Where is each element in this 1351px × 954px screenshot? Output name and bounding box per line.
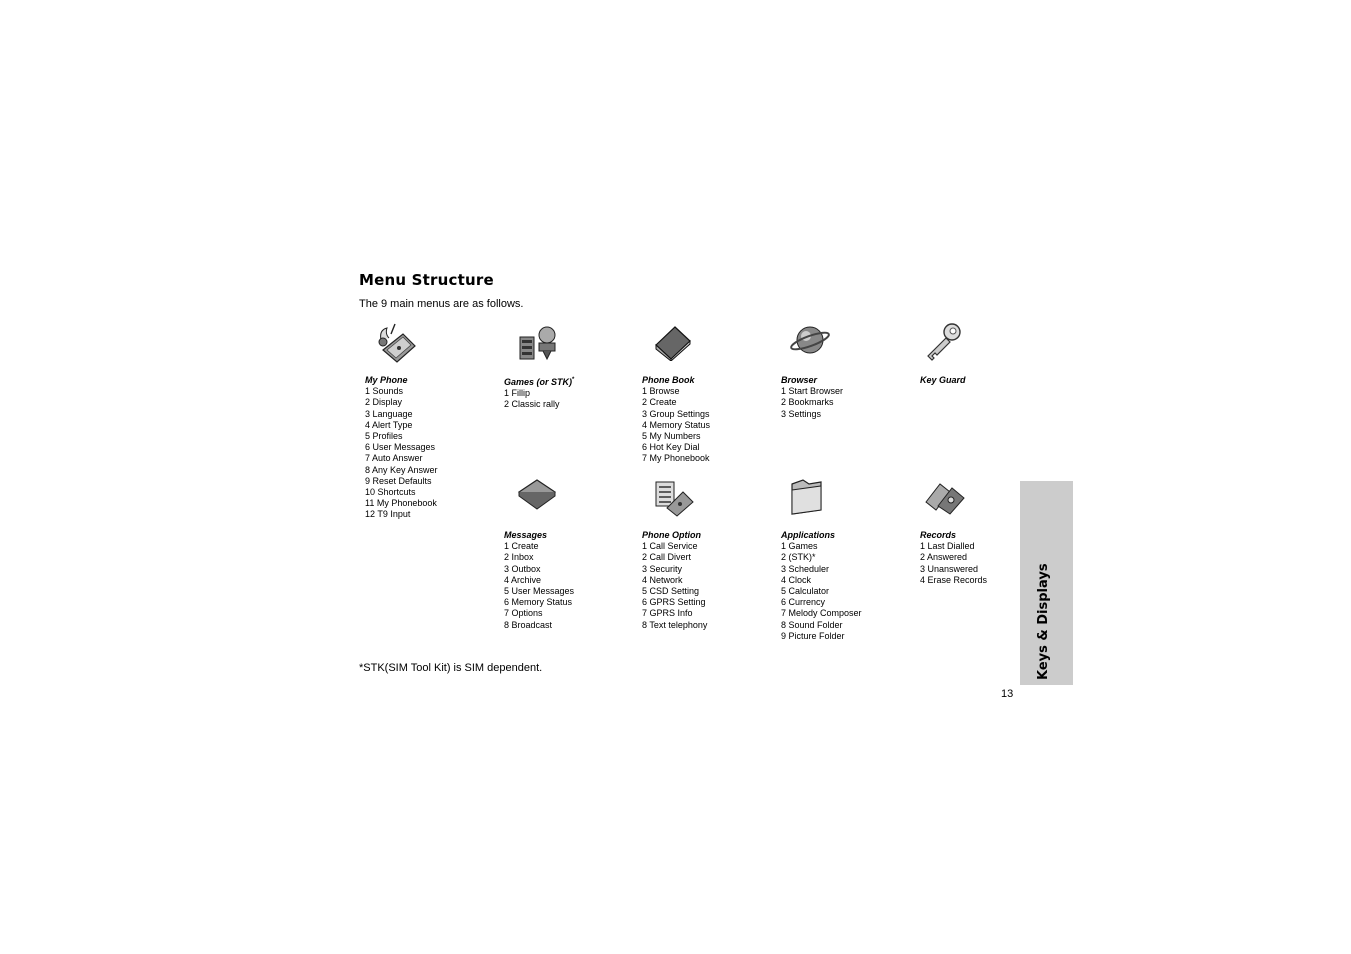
menu-item: 1 Last Dialled: [920, 541, 975, 552]
menu-item: 7 Options: [504, 608, 543, 619]
phone-book-icon: [653, 323, 693, 361]
menu-item: 5 User Messages: [504, 586, 575, 597]
records-icon: [922, 478, 968, 516]
menu-item: 2 Inbox: [504, 552, 534, 563]
my-phone-icon: [375, 322, 421, 364]
browser-icon: [789, 322, 831, 360]
intro-text: The 9 main menus are as follows.: [359, 298, 524, 310]
menu-title: My Phone: [365, 375, 408, 385]
page-number: 13: [1001, 688, 1014, 700]
menu-title: Games (or STK)*: [504, 377, 575, 387]
menu-item: 8 Sound Folder: [781, 619, 843, 630]
key-guard-icon: [922, 322, 964, 362]
menu-item-list: [781, 541, 911, 642]
menu-item: 5 CSD Setting: [642, 586, 700, 597]
menu-item: 2 (STK)*: [781, 552, 816, 563]
menu-item: 2 Classic rally: [504, 399, 560, 410]
menu-item: 1 Fillip: [504, 388, 531, 399]
menu-item: 6 Currency: [781, 597, 826, 608]
menu-my-phone: [365, 375, 495, 521]
section-side-tab-label: Keys & Displays: [1036, 563, 1051, 680]
menu-browser: [781, 375, 911, 420]
menu-item: 7 GPRS Info: [642, 608, 693, 619]
menu-item: 2 Call Divert: [642, 552, 692, 563]
menu-item: 9 Reset Defaults: [365, 475, 432, 486]
menu-item: 4 Clock: [781, 574, 812, 585]
menu-item-list: [781, 386, 911, 420]
menu-item: 10 Shortcuts: [365, 487, 416, 498]
menu-item: 11 My Phonebook: [365, 498, 437, 509]
menu-messages: [504, 530, 634, 631]
menu-item: 1 Start Browser: [781, 386, 844, 397]
menu-item: 3 Settings: [781, 408, 822, 419]
menu-item: 4 Alert Type: [365, 419, 413, 430]
games-icon: [517, 323, 561, 363]
phone-option-icon: [653, 478, 695, 518]
menu-key-guard: [920, 375, 1050, 386]
messages-icon: [517, 478, 557, 510]
menu-item: 6 User Messages: [365, 442, 436, 453]
menu-title: Key Guard: [920, 375, 966, 385]
menu-item: 7 Melody Composer: [781, 608, 862, 619]
menu-item: 3 Security: [642, 563, 683, 574]
menu-item: 5 Profiles: [365, 431, 403, 442]
menu-item: 2 Answered: [920, 552, 968, 563]
menu-item: 4 Erase Records: [920, 574, 988, 585]
menu-title: Browser: [781, 375, 818, 385]
menu-item: 5 My Numbers: [642, 431, 701, 442]
menu-item-list: [504, 388, 634, 410]
menu-item-list: [365, 386, 495, 520]
menu-title: Phone Option: [642, 530, 701, 540]
menu-item: 4 Network: [642, 574, 683, 585]
menu-item: 1 Browse: [642, 386, 680, 397]
menu-title: Applications: [781, 530, 836, 540]
menu-item: 8 Broadcast: [504, 619, 553, 630]
menu-item: 3 Group Settings: [642, 408, 710, 419]
menu-phone-option: [642, 530, 772, 631]
menu-item: 8 Text telephony: [642, 619, 708, 630]
menu-item: 7 Auto Answer: [365, 453, 423, 464]
menu-item: 1 Games: [781, 541, 818, 552]
menu-phone-book: [642, 375, 772, 465]
applications-icon: [789, 478, 825, 516]
menu-item: 1 Call Service: [642, 541, 698, 552]
menu-item: 6 Hot Key Dial: [642, 442, 700, 453]
menu-title: Messages: [504, 530, 548, 540]
menu-item: 1 Create: [504, 541, 539, 552]
menu-item: 4 Archive: [504, 574, 542, 585]
menu-item: 3 Language: [365, 408, 413, 419]
menu-title: Records: [920, 530, 957, 540]
menu-item: 4 Memory Status: [642, 419, 711, 430]
menu-item: 6 GPRS Setting: [642, 597, 706, 608]
menu-item: 3 Outbox: [504, 563, 541, 574]
menu-item: 12 T9 Input: [365, 509, 411, 520]
menu-item: 5 Calculator: [781, 586, 830, 597]
menu-games: [504, 375, 634, 411]
menu-item: 3 Unanswered: [920, 563, 979, 574]
menu-applications: [781, 530, 911, 642]
menu-item: 6 Memory Status: [504, 597, 573, 608]
menu-item: 3 Scheduler: [781, 563, 830, 574]
menu-item: 8 Any Key Answer: [365, 464, 438, 475]
page-title: Menu Structure: [359, 271, 494, 289]
menu-item-list: [642, 541, 772, 631]
menu-item: 2 Display: [365, 397, 403, 408]
menu-item: 1 Sounds: [365, 386, 404, 397]
footnote: *STK(SIM Tool Kit) is SIM dependent.: [359, 662, 543, 674]
menu-item: 9 Picture Folder: [781, 630, 845, 641]
menu-item: 2 Bookmarks: [781, 397, 834, 408]
menu-title: Phone Book: [642, 375, 695, 385]
menu-item-list: [504, 541, 634, 631]
menu-item: 2 Create: [642, 397, 677, 408]
menu-item: 7 My Phonebook: [642, 453, 710, 464]
menu-item-list: [642, 386, 772, 464]
